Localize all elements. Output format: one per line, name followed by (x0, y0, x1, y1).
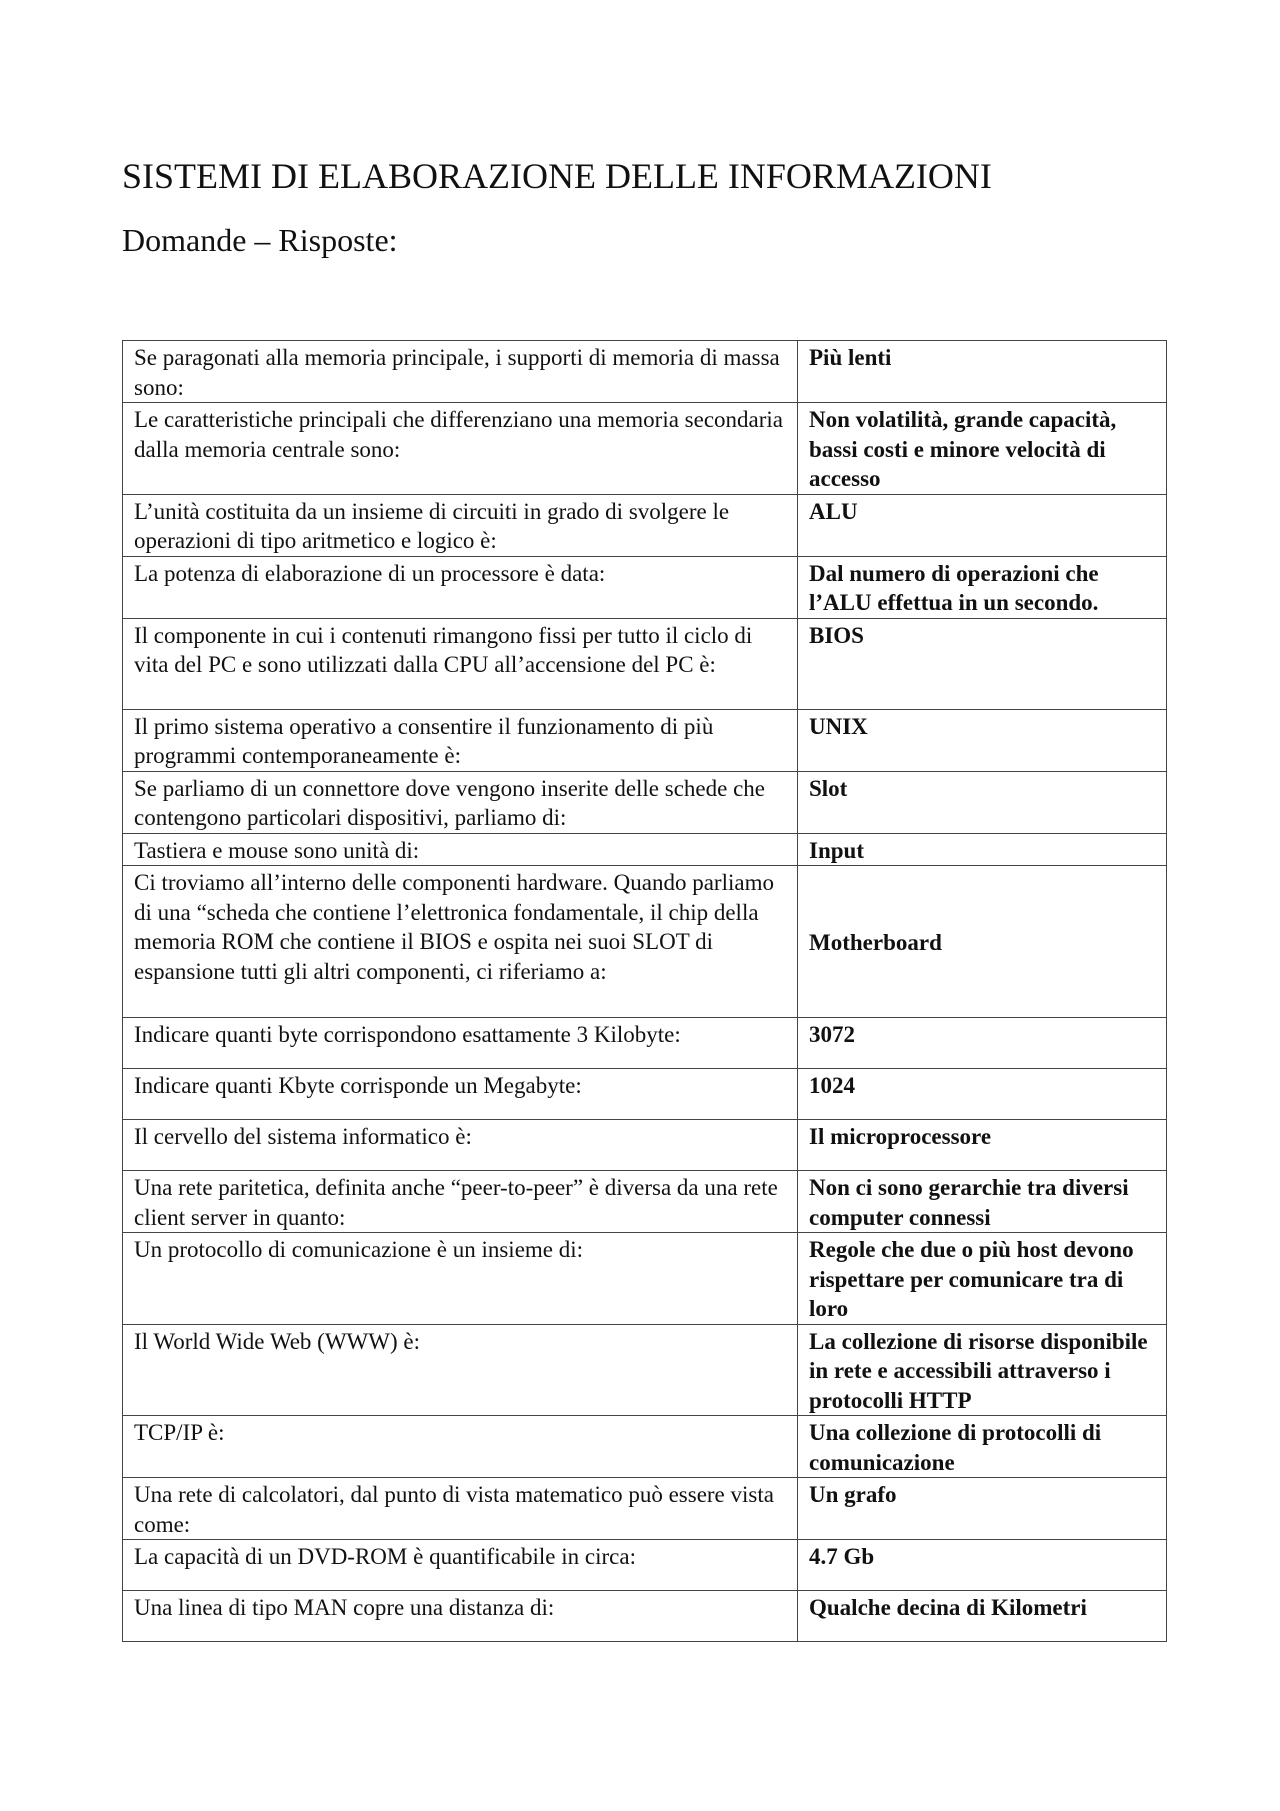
question-cell: Il cervello del sistema informatico è: (123, 1120, 798, 1171)
question-cell: Se paragonati alla memoria principale, i supporti di memoria di massa sono: (123, 341, 798, 403)
table-row (123, 1591, 1167, 1642)
answer-cell: Non ci sono gerarchie tra diversi computer connessi (798, 1171, 1167, 1233)
question-cell: Una rete di calcolatori, dal punto di vista matematico può essere vista come: (123, 1478, 798, 1540)
question-cell: Un protocollo di comunicazione è un insieme di: (123, 1233, 798, 1325)
table-row (123, 1324, 1167, 1416)
question-cell: Il componente in cui i contenuti rimangono fissi per tutto il ciclo di vita del PC e sono utilizzati dalla CPU all’accensione del PC è: (123, 618, 798, 709)
question-cell: Tastiera e mouse sono unità di: (123, 833, 798, 866)
answer-cell: Slot (798, 771, 1167, 833)
table-row (123, 1069, 1167, 1120)
answer-cell: UNIX (798, 709, 1167, 771)
question-cell: Una linea di tipo MAN copre una distanza di: (123, 1591, 798, 1642)
question-cell: Se parliamo di un connettore dove vengono inserite delle schede che contengono particolari dispositivi, parliamo di: (123, 771, 798, 833)
table-row (123, 341, 1167, 403)
answer-cell: Più lenti (798, 341, 1167, 403)
document-subtitle: Domande – Risposte: (122, 222, 398, 258)
question-cell: Indicare quanti byte corrispondono esattamente 3 Kilobyte: (123, 1018, 798, 1069)
answer-cell: La collezione di risorse disponibile in rete e accessibili attraverso i protocolli HTTP (798, 1324, 1167, 1416)
answer-cell: 4.7 Gb (798, 1540, 1167, 1591)
table-row (123, 403, 1167, 495)
table-row (123, 1171, 1167, 1233)
question-cell: Una rete paritetica, definita anche “peer-to-peer” è diversa da una rete client server in quanto: (123, 1171, 798, 1233)
answer-cell: 1024 (798, 1069, 1167, 1120)
table-row (123, 1416, 1167, 1478)
answer-cell: Regole che due o più host devono rispettare per comunicare tra di loro (798, 1233, 1167, 1325)
question-cell: La potenza di elaborazione di un processore è data: (123, 556, 798, 618)
table-row (123, 1233, 1167, 1325)
question-cell: L’unità costituita da un insieme di circuiti in grado di svolgere le operazioni di tipo aritmetico e logico è: (123, 494, 798, 556)
table-row (123, 1540, 1167, 1591)
question-cell: La capacità di un DVD-ROM è quantificabile in circa: (123, 1540, 798, 1591)
table-row (123, 1120, 1167, 1171)
question-cell: Indicare quanti Kbyte corrisponde un Megabyte: (123, 1069, 798, 1120)
table-row (123, 833, 1167, 866)
question-cell: Le caratteristiche principali che differenziano una memoria secondaria dalla memoria centrale sono: (123, 403, 798, 495)
table-row (123, 866, 1167, 1018)
question-cell: Il primo sistema operativo a consentire il funzionamento di più programmi contemporaneamente è: (123, 709, 798, 771)
answer-cell: Una collezione di protocolli di comunicazione (798, 1416, 1167, 1478)
document-title: SISTEMI DI ELABORAZIONE DELLE INFORMAZIONI (122, 156, 992, 196)
table-row (123, 618, 1167, 709)
qa-table (122, 340, 1167, 1642)
table-row (123, 1478, 1167, 1540)
answer-cell: Input (798, 833, 1167, 866)
question-cell: Il World Wide Web (WWW) è: (123, 1324, 798, 1416)
answer-cell: BIOS (798, 618, 1167, 709)
answer-cell: ALU (798, 494, 1167, 556)
table-row (123, 556, 1167, 618)
question-cell: Ci troviamo all’interno delle componenti hardware. Quando parliamo di una “scheda che contiene l’elettronica fondamentale, il chip della memoria ROM che contiene il BIOS e ospita nei suoi SLOT di espansione tutti gli altri componenti, ci riferiamo a: (123, 866, 798, 1018)
answer-cell: Dal numero di operazioni che l’ALU effettua in un secondo. (798, 556, 1167, 618)
answer-cell: Un grafo (798, 1478, 1167, 1540)
answer-cell: Motherboard (798, 866, 1167, 1018)
answer-cell: 3072 (798, 1018, 1167, 1069)
answer-cell: Qualche decina di Kilometri (798, 1591, 1167, 1642)
table-row (123, 771, 1167, 833)
table-row (123, 709, 1167, 771)
answer-cell: Il microprocessore (798, 1120, 1167, 1171)
question-cell: TCP/IP è: (123, 1416, 798, 1478)
table-row (123, 1018, 1167, 1069)
table-row (123, 494, 1167, 556)
answer-cell: Non volatilità, grande capacità, bassi costi e minore velocità di accesso (798, 403, 1167, 495)
